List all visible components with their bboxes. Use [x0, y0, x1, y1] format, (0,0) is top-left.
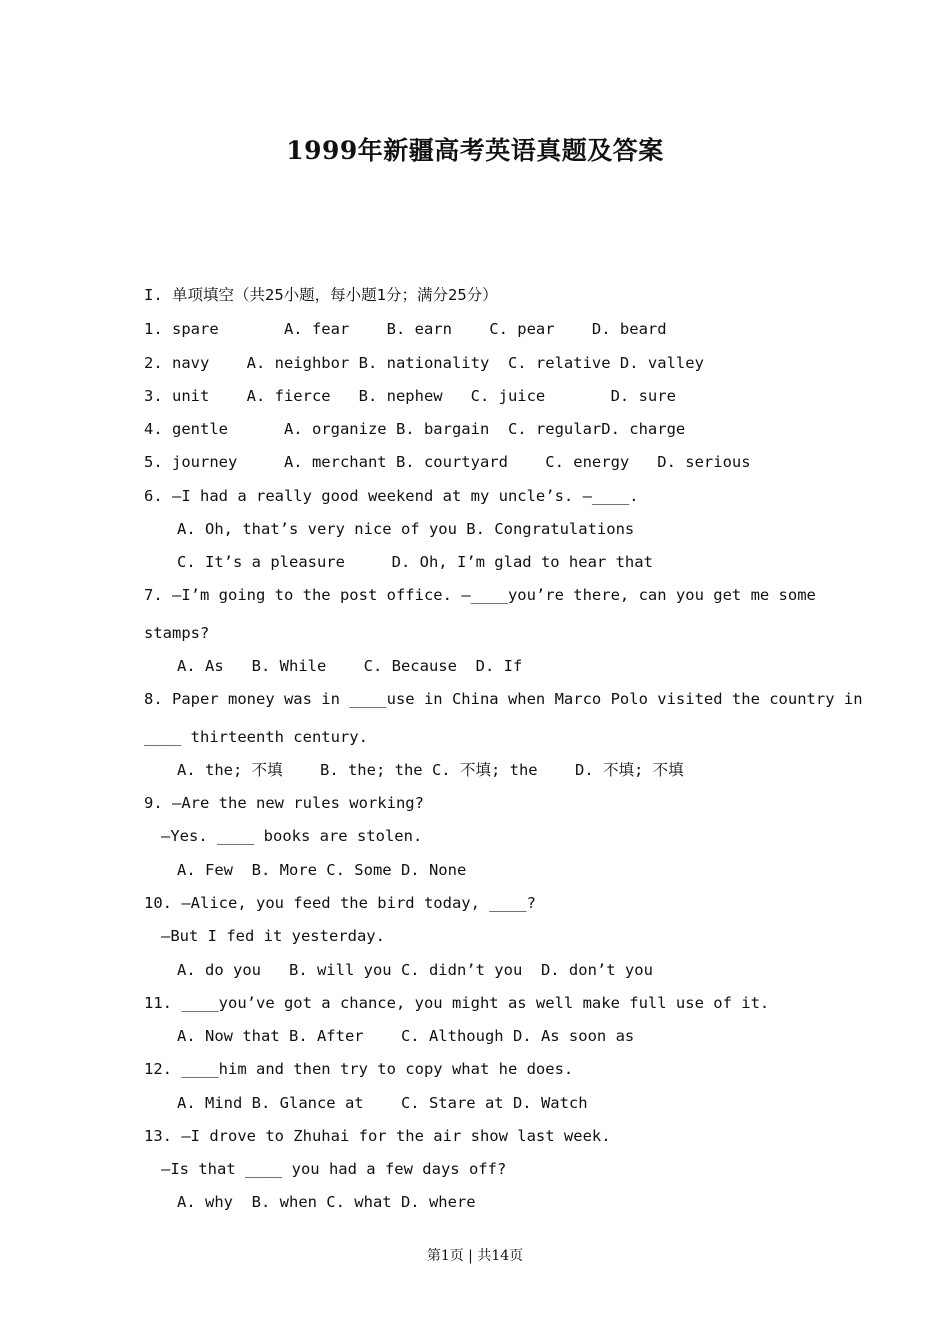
question-12: 12. ____him and then try to copy what he does.: [144, 1060, 574, 1078]
question-8-cont: ____ thirteenth century.: [144, 728, 368, 746]
question-11-options: A. Now that B. After C. Although D. As soon as: [177, 1027, 635, 1045]
question-3: 3. unit A. fierce B. nephew C. juice D. sure: [144, 387, 676, 405]
question-12-options: A. Mind B. Glance at C. Stare at D. Watch: [177, 1094, 588, 1112]
question-1: 1. spare A. fear B. earn C. pear D. beard: [144, 320, 667, 338]
question-6: 6. —I had a really good weekend at my uncle’s. —____.: [144, 487, 639, 505]
question-7: 7. —I’m going to the post office. —____you’re there, can you get me some: [144, 586, 816, 604]
question-13-reply: —Is that ____ you had a few days off?: [161, 1160, 507, 1178]
question-8-options: A. the; 不填 B. the; the C. 不填; the D. 不填; 不填: [177, 761, 684, 779]
page-footer: 第1页 | 共14页: [426, 1248, 524, 1264]
question-10-options: A. do you B. will you C. didn’t you D. don’t you: [177, 961, 653, 979]
question-10: 10. —Alice, you feed the bird today, ____?: [144, 894, 536, 912]
question-4: 4. gentle A. organize B. bargain C. regularD. charge: [144, 420, 686, 438]
question-13: 13. —I drove to Zhuhai for the air show last week.: [144, 1127, 611, 1145]
question-9: 9. —Are the new rules working?: [144, 794, 424, 812]
question-6-options-a: A. Oh, that’s very nice of you B. Congratulations: [177, 520, 635, 538]
question-7-cont: stamps?: [144, 624, 210, 642]
section-heading: I. 单项填空（共25小题，每小题1分；满分25分）: [144, 286, 498, 304]
question-13-options: A. why B. when C. what D. where: [177, 1193, 476, 1211]
page-title: 1999年新疆高考英语真题及答案: [286, 136, 664, 165]
question-9-options: A. Few B. More C. Some D. None: [177, 861, 467, 879]
question-10-reply: —But I fed it yesterday.: [161, 927, 385, 945]
question-7-options: A. As B. While C. Because D. If: [177, 657, 523, 675]
question-5: 5. journey A. merchant B. courtyard C. energy D. serious: [144, 453, 751, 471]
question-9-reply: —Yes. ____ books are stolen.: [161, 827, 423, 845]
question-2: 2. navy A. neighbor B. nationality C. relative D. valley: [144, 354, 704, 372]
question-8: 8. Paper money was in ____use in China when Marco Polo visited the country in: [144, 690, 863, 708]
question-6-options-b: C. It’s a pleasure D. Oh, I’m glad to hear that: [177, 553, 653, 571]
question-11: 11. ____you’ve got a chance, you might as well make full use of it.: [144, 994, 770, 1012]
